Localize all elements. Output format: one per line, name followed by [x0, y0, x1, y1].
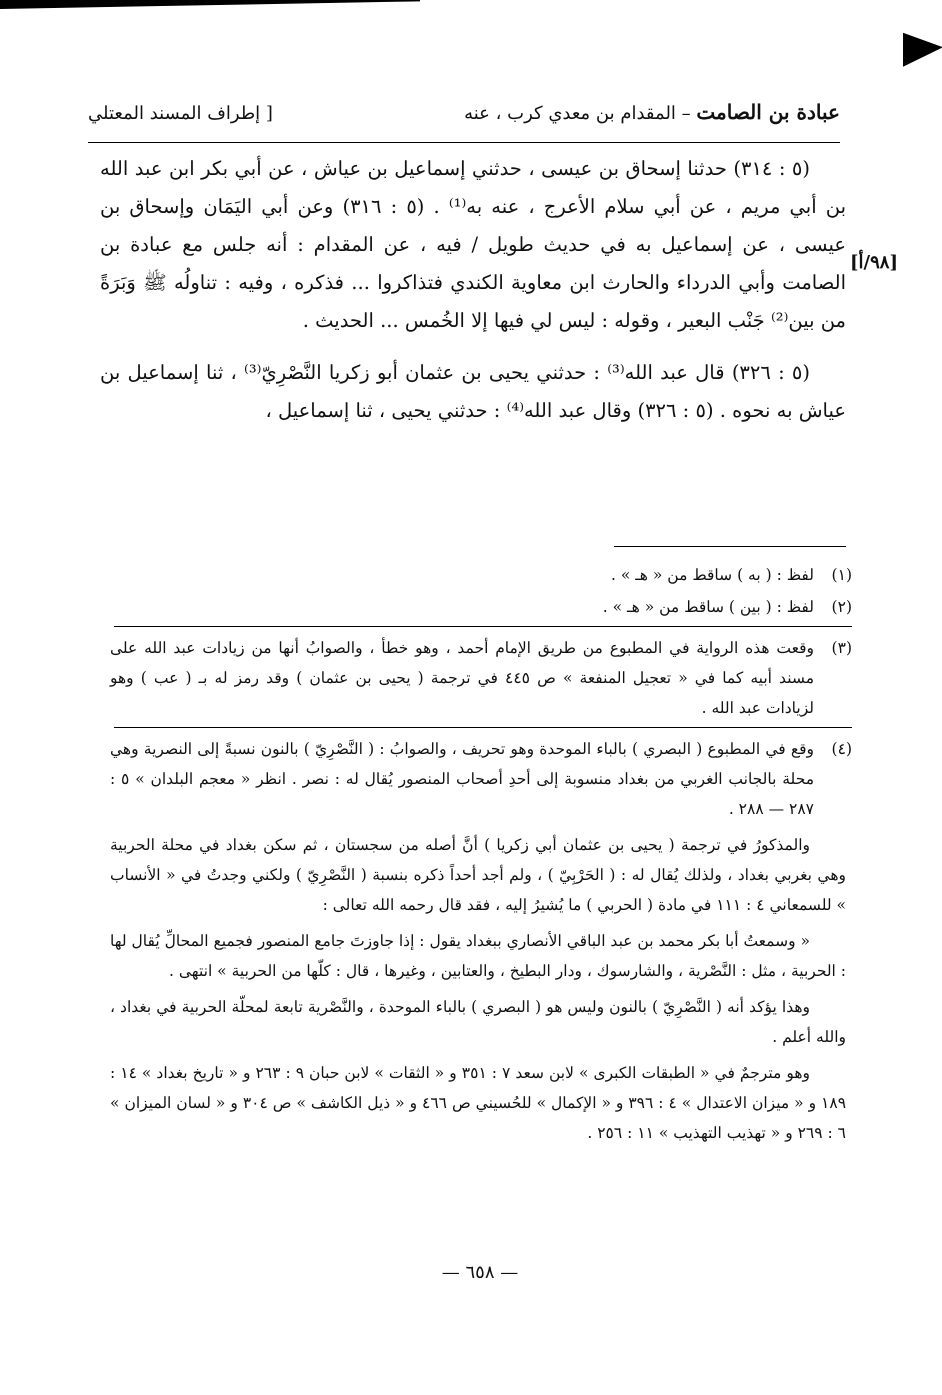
hadith-paragraph: (٥ : ٣٢٦) قال عبد الله⁽³⁾ : حدثني يحيى بن عثمان أبو زكريا النَّصْرِيّ⁽³⁾ ، ثنا إسماعيل بن عياش به نحوه . (٥ : ٣٢٦) وقال عبد الله⁽⁴⁾ : حدثني يحيى ، ثنا إسماعيل ، — [100, 361, 846, 422]
main-text — [100, 150, 846, 430]
footnote-text: لفظ : ( بين ) ساقط من « هـ » . — [602, 598, 814, 616]
header-book-name: [ إطراف المسند المعتلي — [88, 103, 273, 124]
footnote-separator — [614, 546, 846, 547]
footnote-divider — [114, 626, 852, 627]
header-title-group — [464, 100, 840, 124]
header-title: عبادة بن الصامت — [696, 100, 840, 124]
header-subtitle: – المقدام بن معدي كرب ، عنه — [464, 103, 691, 124]
hadith-paragraph: (٥ : ٣١٤) حدثنا إسحاق بن عيسى ، حدثني إسماعيل بن عياش ، عن أبي بكر ابن عبد الله بن أبي مريم ، عن أبي سلام الأعرج ، عنه به⁽¹⁾ . (٥ : ٣١٦) وعن أبي اليَمَان وإسحاق بن عيسى ، عن إسماعيل به في حديث طويل / فيه ، عن المقدام : أنه جلس مع عبادة بن الصامت وأبي الدرداء والحارث ابن معاوية الكندي فتذاكروا ... فذكره ، وفيه : تناولُه ﷺ وَبَرَةً من بين⁽²⁾ جَنْب البعير ، وقوله : ليس لي فيها إلا الخُمس ... الحديث . — [100, 157, 847, 332]
footnote — [110, 560, 852, 590]
footnote — [110, 633, 852, 723]
footnote-number: (٢) — [831, 598, 852, 616]
footnote-references: وهو مترجمٌ في « الطبقات الكبرى » لابن سعد ٧ : ٣٥١ و « الثقات » لابن حبان ٩ : ٢٦٣ و « تاريخ بغداد » ١٤ : ١٨٩ و « ميزان الاعتدال » ٤ : ٣٩٦ و « الإكمال » للحُسيني ص ٤٦٦ و « ذيل الكاشف » ص ٣٠٤ و « لسان الميزان » ٦ : ٢٦٩ و « تهذيب التهذيب » ١١ : ٢٥٦ . — [110, 1064, 847, 1142]
footnote-text: وقعت هذه الرواية في المطبوع من طريق الإمام أحمد ، وهو خطأ ، والصوابُ أنها من زيادات عبد الله على مسند أبيه كما في « تعجيل المنفعة » ص ٤٤٥ في ترجمة ( يحيى بن عثمان ) وقد رمز له بـ ( عب ) وهو لزيادات عبد الله . — [110, 639, 814, 717]
footnote-text: لفظ : ( به ) ساقط من « هـ » . — [610, 566, 814, 584]
footnote-continuation: وهذا يؤكد أنه ( النَّصْرِيّ ) بالنون وليس هو ( البصري ) بالباء الموحدة ، والنَّصْرية تابعة لمحلّة الحربية في بغداد ، والله أعلم . — [110, 998, 846, 1046]
footnote — [110, 734, 852, 824]
footnote-text: وقع في المطبوع ( البصري ) بالباء الموحدة وهو تحريف ، والصوابُ : ( النَّصْرِيّ ) بالنون نسبةً إلى النصرية وهي محلة بالجانب الغربي من بغداد منسوبة إلى أحدِ أصحاب المنصور يُقال له : نصر . انظر « معجم البلدان » ٥ : ٢٨٧ — ٢٨٨ . — [110, 740, 814, 818]
footnote-divider — [114, 727, 852, 728]
footnotes — [110, 560, 852, 1148]
footnote-number: (٤) — [831, 740, 852, 758]
corner-fold-mark — [903, 33, 942, 82]
page-number: — ٦٥٨ — — [441, 1262, 519, 1283]
margin-folio-note: [٩٨/أ] — [850, 252, 898, 273]
footnote-continuation: والمذكورُ في ترجمة ( يحيى بن عثمان أبي زكريا ) أنَّ أصله من سجستان ، ثم سكن بغداد في محلة الحربية وهي بغربي بغداد ، ولذلك يُقال له : ( الحَرْبِيّ ) ، ولم أجد أحداً ذكره بنسبة ( النَّصْرِيّ ) ولكني وجدتُ في « الأنساب » للسمعاني ٤ : ١١١ في مادة ( الحربي ) ما يُشيرُ إليه ، فقد قال رحمه الله تعالى : — [110, 836, 846, 914]
footnote-number: (١) — [831, 566, 852, 584]
footnote-quotation: « وسمعتُ أبا بكر محمد بن عبد الباقي الأنصاري ببغداد يقول : إذا جاوزتَ جامع المنصور فجميع المحالِّ يُقال لها : الحربية ، مثل : النَّصْرية ، والشارسوك ، ودار البطيخ ، والعتابين ، وغيرها ، قال : كلّها من الحربية » انتهى . — [110, 932, 846, 980]
scan-edge-mark — [0, 0, 420, 9]
footnote-number: (٣) — [831, 639, 852, 657]
running-header — [88, 100, 840, 143]
footnote — [110, 592, 852, 622]
